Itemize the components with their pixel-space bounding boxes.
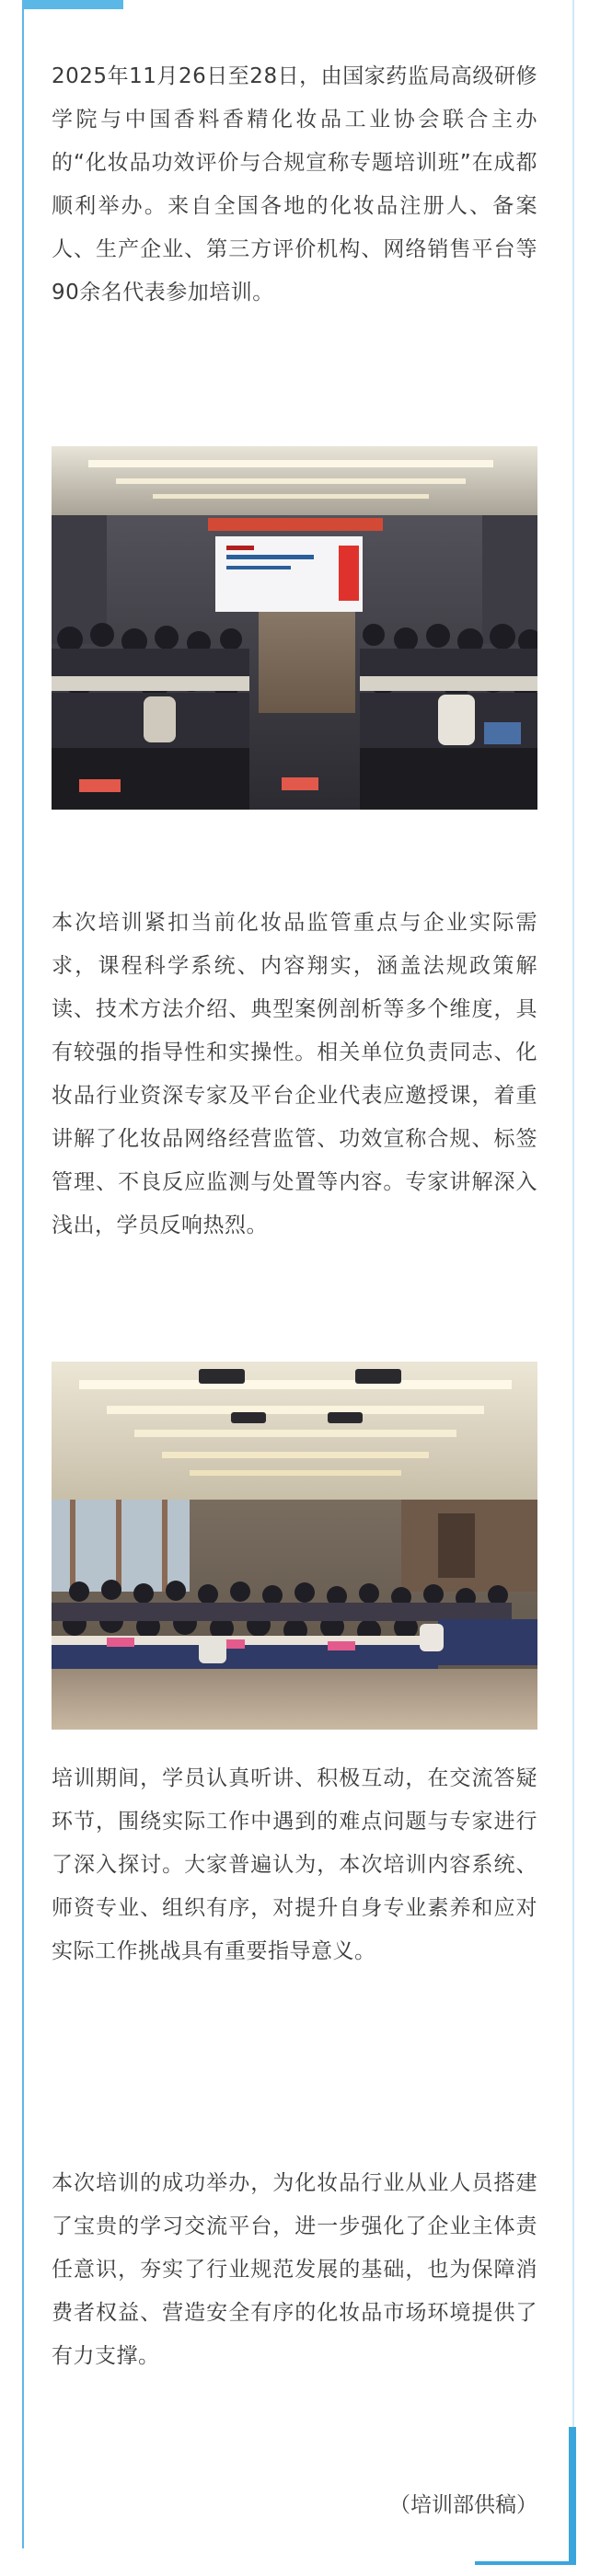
paragraph-course-content: 本次培训紧扣当前化妆品监管重点与企业实际需求，课程科学系统、内容翔实，涵盖法规政策解读、技术方法介绍、典型案例剖析等多个维度，具有较强的指导性和实操性。相关单位负责同志、化妆品行业资深专家及平台企业代表应邀授课，着重讲解了化妆品网络经营监管、功效宣称合规、标签管理、不良反应监测与处置等内容。专家讲解深入浅出，学员反响热烈。	[52, 911, 537, 1237]
frame-corner-bottom-right-bar	[475, 2561, 576, 2565]
frame-corner-bottom-right	[569, 2427, 576, 2565]
paragraph-interaction: 培训期间，学员认真听讲、积极互动，在交流答疑环节，围绕实际工作中遇到的难点问题与专家进行了深入探讨。大家普遍认为，本次培训内容系统、师资专业、组织有序，对提升自身专业素养和应对实际工作挑战具有重要指导意义。	[52, 1766, 537, 1963]
paragraph-intro: 2025年11月26日至28日，由国家药监局高级研修学院与中国香料香精化妆品工业协会联合主办的“化妆品功效评价与合规宣称专题培训班”在成都顺利举办。来自全国各地的化妆品注册人、备案人、生产企业、第三方评价机构、网络销售平台等90余名代表参加培训。	[52, 64, 537, 305]
training-session-photo-front	[52, 446, 537, 810]
article-signature: （培训部供稿）	[389, 2493, 537, 2517]
paragraph-conclusion: 本次培训的成功举办，为化妆品行业从业人员搭建了宝贵的学习交流平台，进一步强化了企业主体责任意识，夯实了行业规范发展的基础，也为保障消费者权益、营造安全有序的化妆品市场环境提供了有力支撑。	[52, 2171, 537, 2368]
training-session-photo-rear	[52, 1362, 537, 1730]
